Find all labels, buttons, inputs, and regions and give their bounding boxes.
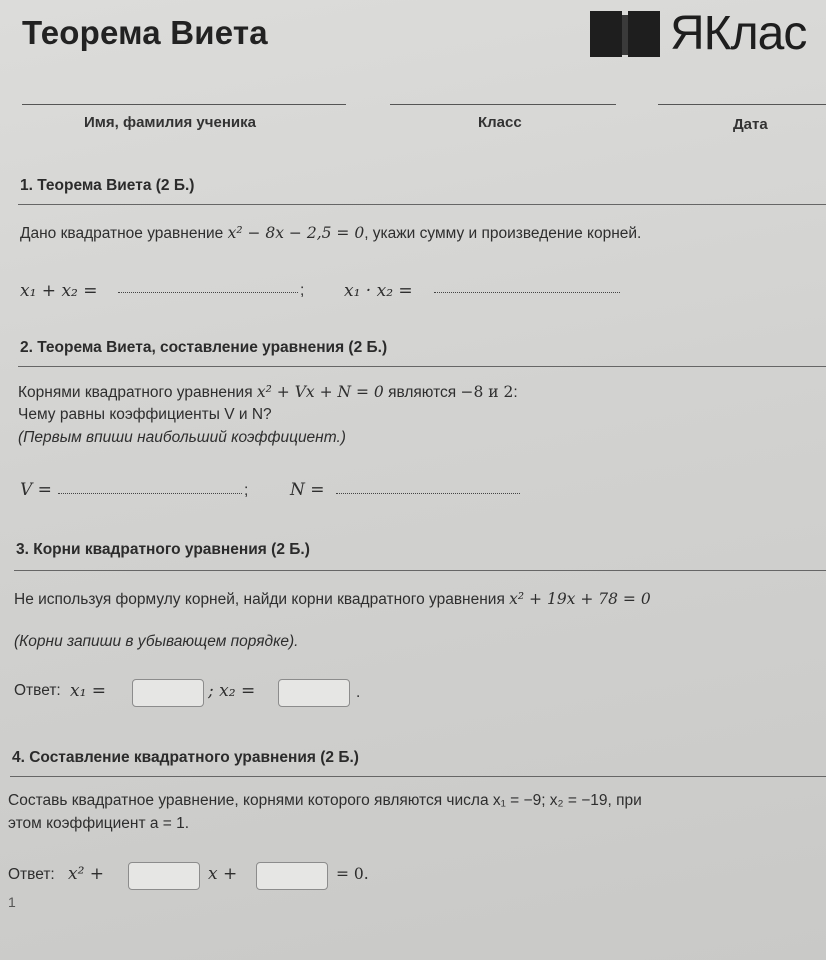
task1-sum-label: x₁ + x₂ = xyxy=(20,281,98,301)
task1-prompt-post: , укажи сумму и произведение корней. xyxy=(364,225,642,242)
task2-line1 xyxy=(18,383,518,402)
task3-note: (Корни запиши в убывающем порядке). xyxy=(14,633,299,650)
task2-n-label: N = xyxy=(290,480,325,500)
task4-x2-term: x² + xyxy=(68,864,105,884)
task4-title: 4. Составление квадратного уравнения (2 Б.) xyxy=(12,749,359,766)
separator: ; xyxy=(300,282,305,299)
task1-title: 1. Теорема Виета (2 Б.) xyxy=(20,177,195,194)
class-label: Класс xyxy=(478,114,522,131)
task1-prompt-pre: Дано квадратное уравнение xyxy=(20,225,228,242)
task3-equation: x² + 19x + 78 = 0 xyxy=(509,590,651,608)
task4-line1: Составь квадратное уравнение, корнями которого являются числа x₁ = −9; x₂ = −19, при xyxy=(8,792,642,809)
task2-line3: (Первым впиши наибольший коэффициент.) xyxy=(18,429,346,446)
task3-x1-label: x₁ = xyxy=(70,681,107,701)
task4-c-input[interactable] xyxy=(256,862,328,890)
task4-end: = 0. xyxy=(336,865,369,883)
task4-divider xyxy=(10,776,826,777)
task2-line1-end: : xyxy=(513,384,518,401)
student-name-label: Имя, фамилия ученика xyxy=(84,114,256,131)
task2-line1-mid: являются xyxy=(383,384,461,401)
class-line[interactable] xyxy=(390,104,616,105)
task1-divider xyxy=(18,204,826,205)
task4-line2: этом коэффициент a = 1. xyxy=(8,815,190,832)
task2-n-answer[interactable] xyxy=(336,481,520,494)
task3-end: . xyxy=(356,684,361,701)
student-name-line[interactable] xyxy=(22,104,346,105)
task2-v-answer[interactable] xyxy=(58,481,242,494)
task4-b-input[interactable] xyxy=(128,862,200,890)
footnote: 1 xyxy=(8,894,16,910)
task1-sum-answer[interactable] xyxy=(118,280,298,293)
page-title: Теорема Виета xyxy=(22,14,268,51)
task2-roots: −8 и 2 xyxy=(460,383,514,401)
task3-x2-input[interactable] xyxy=(278,679,350,707)
task3-prompt-pre: Не используя формулу корней, найди корни квадратного уравнения xyxy=(14,591,510,608)
date-label: Дата xyxy=(733,116,768,133)
task1-product-label: x₁ · x₂ = xyxy=(344,281,413,301)
task3-answer-label: Ответ: xyxy=(14,682,61,699)
task2-equation: x² + Vx + N = 0 xyxy=(256,383,384,401)
brand-logo xyxy=(588,6,806,62)
task2-title: 2. Теорема Виета, составление уравнения (2 Б.) xyxy=(20,339,388,356)
task3-x1-input[interactable] xyxy=(132,679,204,707)
task4-x-term: x + xyxy=(208,864,238,884)
logo-text: ЯКлас xyxy=(670,7,807,60)
task1-equation: x² − 8x − 2,5 = 0 xyxy=(227,224,365,242)
book-icon xyxy=(588,9,664,59)
task2-v-label: V = xyxy=(20,480,52,500)
task3-prompt xyxy=(14,590,651,609)
task3-divider xyxy=(14,570,826,571)
task3-x2-label: ; x₂ = xyxy=(208,681,256,701)
task2-divider xyxy=(18,366,826,367)
task1-product-answer[interactable] xyxy=(434,280,620,293)
separator: ; xyxy=(244,482,249,499)
task1-prompt xyxy=(20,224,641,243)
date-line[interactable] xyxy=(658,104,826,105)
task2-line1-pre: Корнями квадратного уравнения xyxy=(18,384,257,401)
task4-answer-label: Ответ: xyxy=(8,866,55,883)
task2-line2: Чему равны коэффициенты V и N? xyxy=(18,406,272,423)
task3-title: 3. Корни квадратного уравнения (2 Б.) xyxy=(16,541,310,558)
